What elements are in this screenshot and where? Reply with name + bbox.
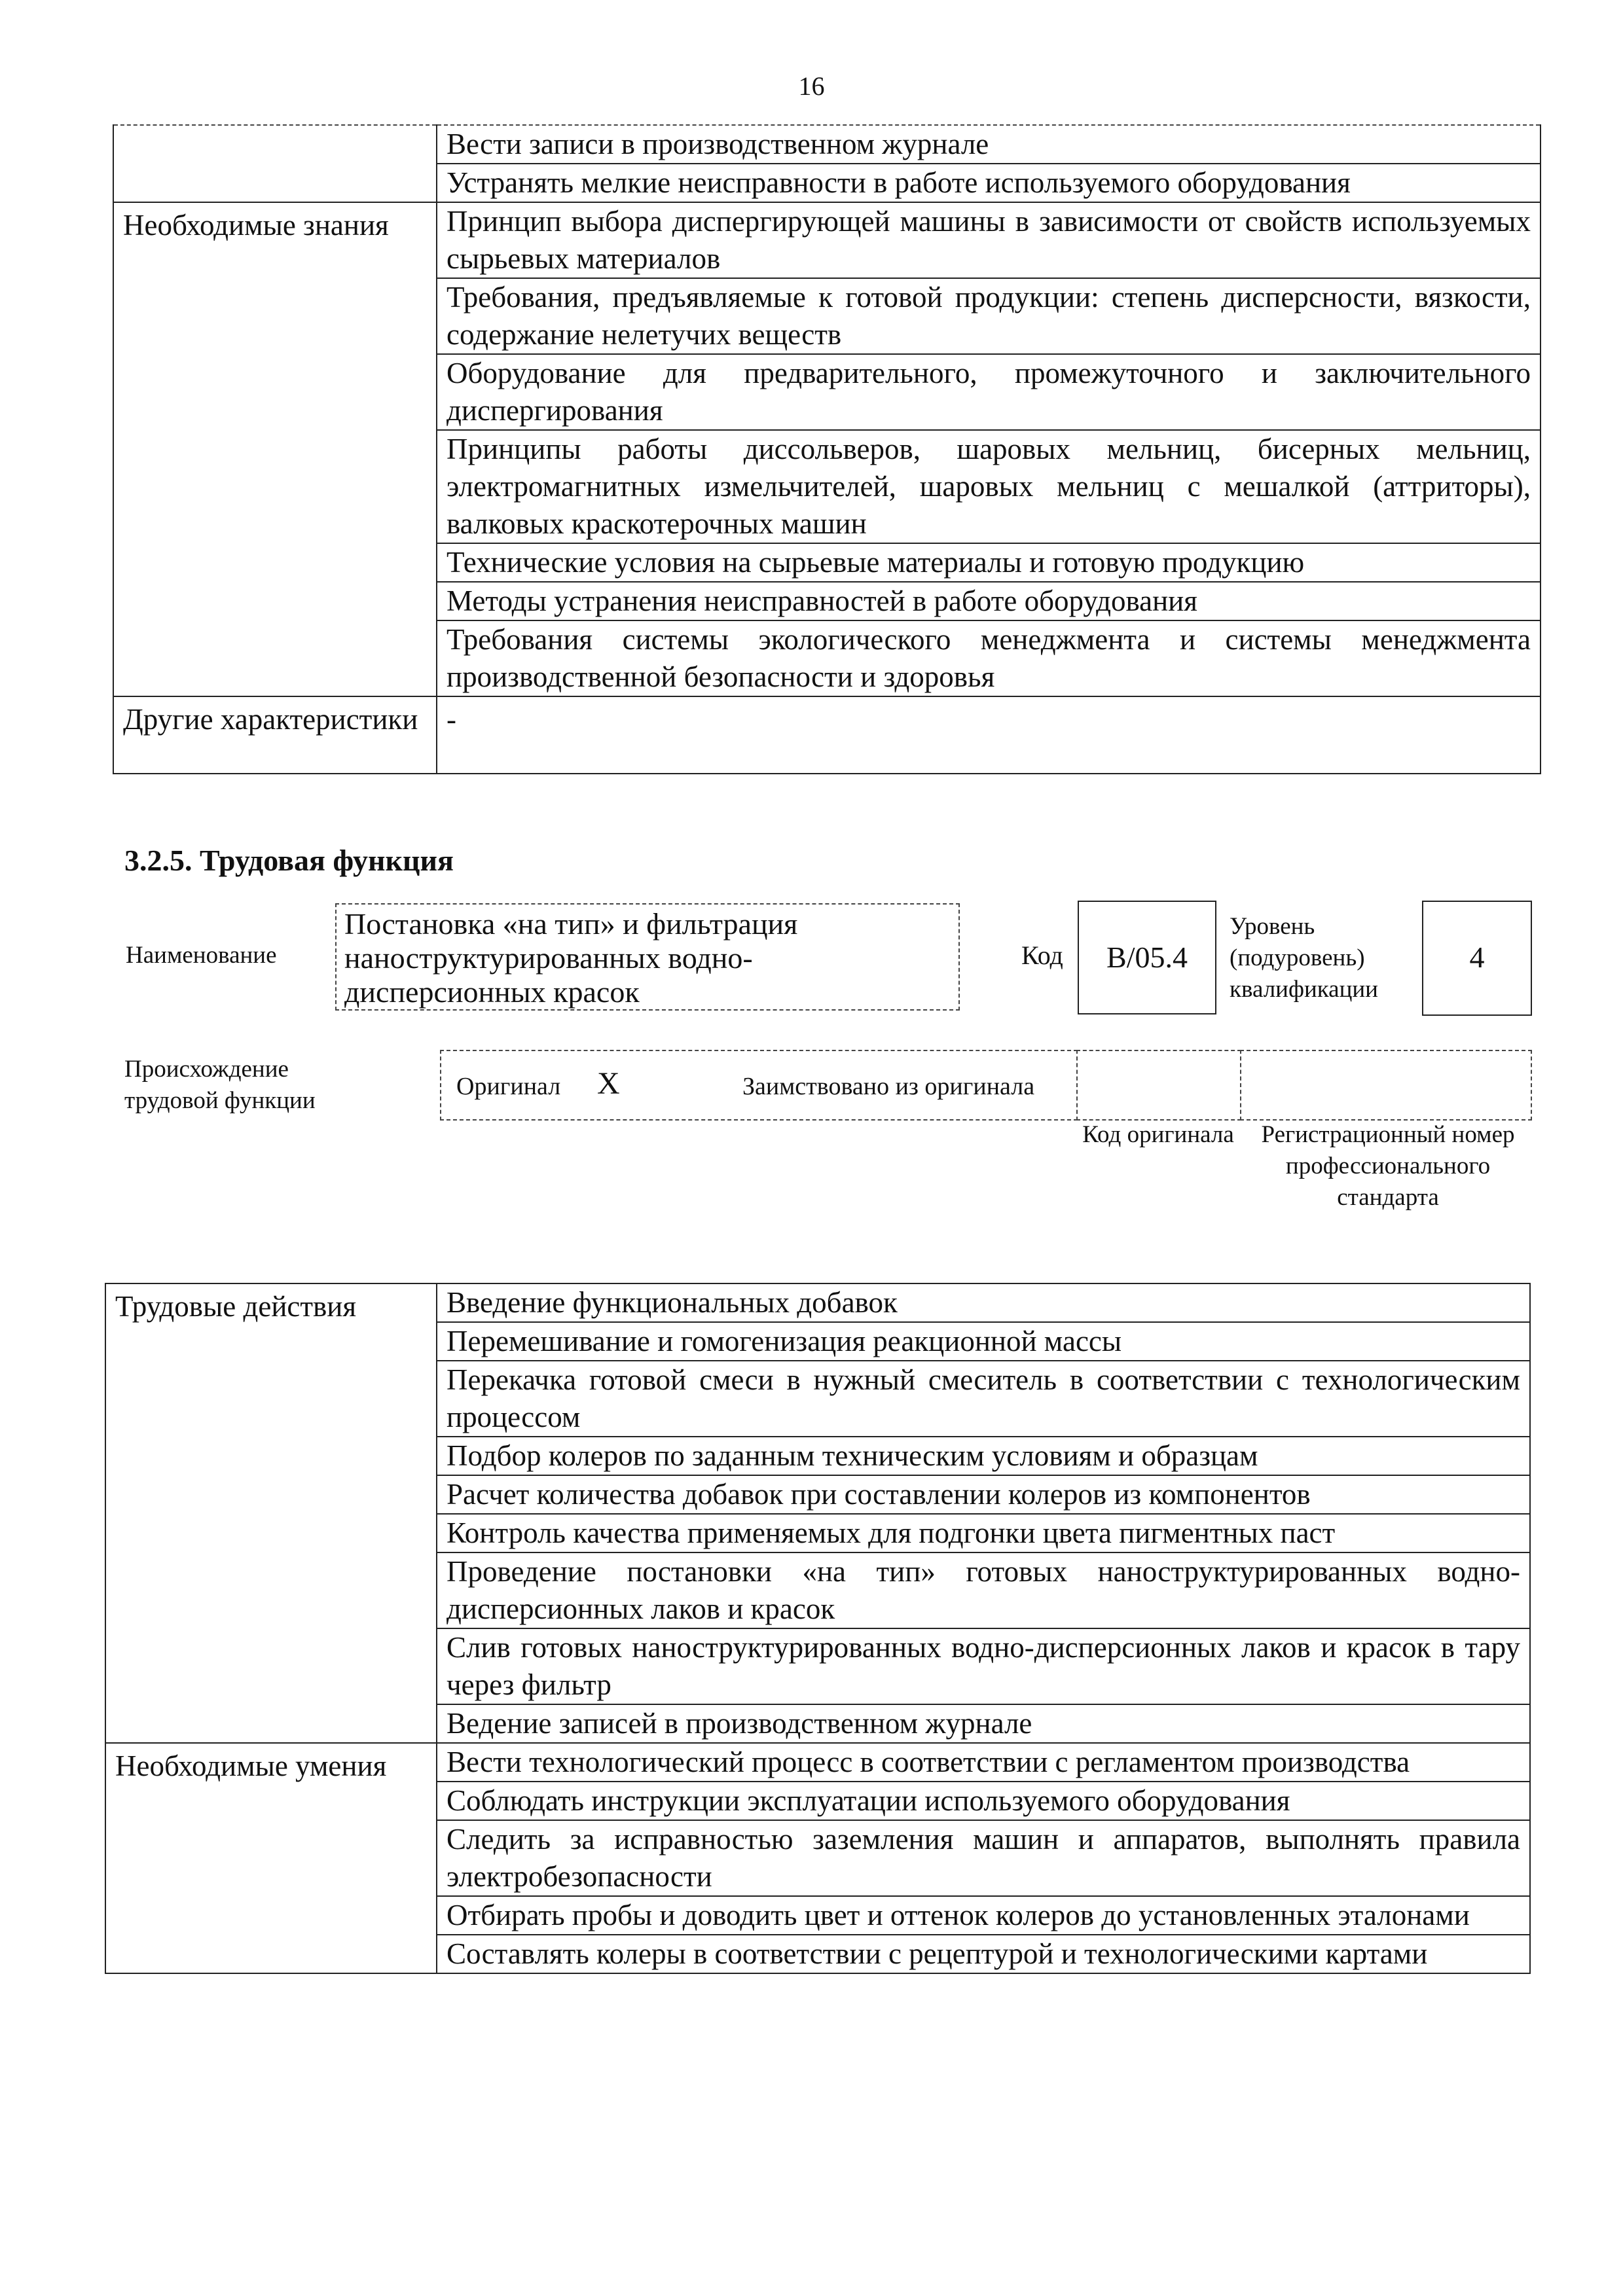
origin-code-box: [1076, 1050, 1241, 1121]
table-row: Перемешивание и гомогенизация реакционной массы: [437, 1322, 1530, 1361]
table-row: Соблюдать инструкции эксплуатации используемого оборудования: [437, 1782, 1530, 1820]
origin-label: Происхождение трудовой функции: [124, 1056, 316, 1114]
continued-label-cell: [113, 125, 437, 202]
table-row: Оборудование для предварительного, промежуточного и заключительного диспергирования: [437, 354, 1541, 430]
table-row: Подбор колеров по заданным техническим условиям и образцам: [437, 1437, 1530, 1475]
reg-number-box: [1240, 1050, 1532, 1121]
table-row: Требования, предъявляемые к готовой продукции: степень дисперсности, вязкости, содержание нелетучих веществ: [437, 278, 1541, 354]
table-row: Проведение постановки «на тип» готовых наноструктурированных водно-дисперсионных лаков и красок: [437, 1552, 1530, 1628]
name-label: Наименование: [126, 942, 277, 969]
table-row: Требования системы экологического менеджмента и системы менеджмента производственной безопасности и здоровья: [437, 620, 1541, 696]
page-number: 16: [798, 71, 825, 101]
level-value: 4: [1469, 941, 1485, 974]
table-row: Вести технологический процесс в соответствии с регламентом производства: [437, 1743, 1530, 1782]
name-box: [335, 903, 960, 1011]
other-value: -: [437, 696, 1541, 774]
table-row: Слив готовых наноструктурированных водно-дисперсионных лаков и красок в тару через фильтр: [437, 1628, 1530, 1704]
table-row: Перекачка готовой смеси в нужный смеситель в соответствии с технологическим процессом: [437, 1361, 1530, 1437]
original-mark: X: [597, 1066, 620, 1101]
table-row: Методы устранения неисправностей в работе оборудования: [437, 582, 1541, 620]
origin-code-caption: Код оригинала: [1082, 1121, 1234, 1148]
table-row: Вести записи в производственном журнале: [437, 125, 1541, 164]
section-heading: 3.2.5. Трудовая функция: [124, 844, 454, 877]
code-value: B/05.4: [1106, 941, 1188, 974]
original-label: Оригинал: [456, 1073, 561, 1100]
other-label: Другие характеристики: [113, 696, 437, 774]
table-row: Введение функциональных добавок: [437, 1283, 1530, 1322]
reg-number-caption: Регистрационный номер профессионального стандарта: [1261, 1121, 1515, 1211]
skills-label: Необходимые умения: [105, 1743, 437, 1973]
table-row: Расчет количества добавок при составлении колеров из компонентов: [437, 1475, 1530, 1514]
table-row: Устранять мелкие неисправности в работе используемого оборудования: [437, 164, 1541, 202]
code-label: Код: [1021, 941, 1063, 970]
borrowed-label: Заимствовано из оригинала: [742, 1073, 1035, 1100]
table-row: Принципы работы диссольверов, шаровых мельниц, бисерных мельниц, электромагнитных измельчителей, шаровых мельниц с мешалкой (аттриторы), валковых краскотерочных машин: [437, 430, 1541, 543]
table-row: Отбирать пробы и доводить цвет и оттенок колеров до установленных эталонами: [437, 1896, 1530, 1935]
actions-skills-table: [105, 1283, 1531, 1974]
code-box: [1078, 901, 1216, 1014]
table-row: Ведение записей в производственном журнале: [437, 1704, 1530, 1743]
knowledge-label: Необходимые знания: [113, 202, 437, 696]
table-row: Принцип выбора диспергирующей машины в зависимости от свойств используемых сырьевых материалов: [437, 202, 1541, 278]
actions-label: Трудовые действия: [105, 1283, 437, 1743]
level-label: Уровень (подуровень) квалификации: [1230, 913, 1378, 1003]
table-row: Контроль качества применяемых для подгонки цвета пигментных паст: [437, 1514, 1530, 1552]
table-row: Составлять колеры в соответствии с рецептурой и технологическими картами: [437, 1935, 1530, 1973]
name-value: Постановка «на тип» и фильтрация наноструктурированных водно-дисперсионных красок: [344, 907, 798, 1009]
table-row: Следить за исправностью заземления машин и аппаратов, выполнять правила электробезопасности: [437, 1820, 1530, 1896]
knowledge-table: [113, 124, 1541, 774]
level-box: [1422, 901, 1532, 1016]
table-row: Технические условия на сырьевые материалы и готовую продукцию: [437, 543, 1541, 582]
